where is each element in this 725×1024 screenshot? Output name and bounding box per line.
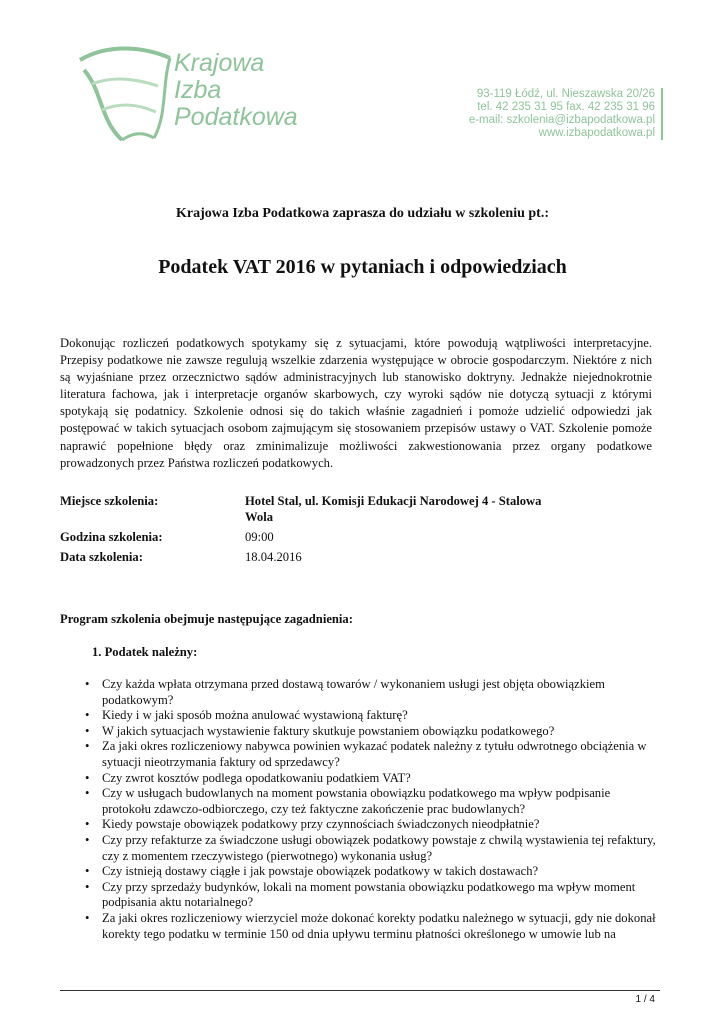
list-item [85, 864, 657, 880]
bullet-icon: • [85, 739, 90, 754]
page-title: Podatek VAT 2016 w pytaniach i odpowiedziach [158, 256, 567, 278]
question-text: Za jaki okres rozliczeniowy wierzyciel może dokonać korekty podatku należnego w sytuacji, gdy nie dokonał korekty tego podatku w terminie 150 od dnia upływu terminu płatności określonego w umowie lub na [102, 910, 656, 941]
list-item [85, 817, 657, 833]
section-heading: 1. Podatek należny: [92, 645, 198, 659]
details-row [60, 493, 545, 529]
list-item [85, 739, 657, 770]
bullet-icon: • [85, 723, 90, 738]
time-value: 09:00 [245, 530, 274, 544]
description: Dokonując rozliczeń podatkowych spotykamy się z sytuacjami, które powodują wątpliwości interpretacyjne. Przepisy podatkowe nie zawsze regulują wszelkie zdarzenia występujące w obrocie gospodarczym. Niektóre z nich są wyjaśniane przez orzecznictwo sądów administracyjnych lub stanowisko doktryny. Jednakże niejednokrotnie literatura fachowa, jak i interpretacje organów skarbowych, czy wyroki sądów nie dotyczą sytuacji z którymi spotykają się podatnicy. Szkolenie odnosi się do takich właśnie zagadnień i pomoże udzielić odpowiedzi jak postępować w takich sytuacjach osobom zajmującym się stosowaniem przepisów ustawy o VAT. Szkolenie pomoże naprawić popełnione błędy oraz zminimalizuje możliwości zakwestionowania przez organy podatkowe prowadzonych przez Państwa rozliczeń podatkowych. [60, 336, 652, 470]
bullet-icon: • [85, 864, 90, 879]
logo-line: Izba [174, 76, 222, 104]
program-heading: Program szkolenia obejmuje następujące zagadnienia: [60, 612, 353, 626]
question-list [85, 677, 657, 942]
contact-block [469, 88, 663, 140]
intro-text: Krajowa Izba Podatkowa zaprasza do udziału w szkoleniu pt.: [176, 206, 549, 221]
details-table [60, 493, 545, 569]
bullet-icon: • [85, 910, 90, 925]
list-item [85, 786, 657, 817]
bullet-icon: • [85, 708, 90, 723]
date-label: Data szkolenia: [60, 550, 143, 564]
list-item [85, 833, 657, 864]
bullet-icon: • [85, 677, 90, 691]
time-label: Godzina szkolenia: [60, 530, 163, 544]
contact-address: 93-119 Łódź, ul. Nieszawska 20/26 [476, 88, 655, 100]
bullet-icon: • [85, 770, 90, 785]
logo-text [174, 50, 298, 131]
bullet-icon: • [85, 786, 90, 801]
contact-email[interactable]: e-mail: szkolenia@izbapodatkowa.pl [468, 114, 655, 126]
question-text: Czy zwrot kosztów podlega opodatkowaniu podatkiem VAT? [102, 770, 411, 785]
question-text: Czy przy refakturze za świadczone usługi obowiązek podatkowy powstaje z chwilą wystawienia tej refaktury, czy z momentem rzeczywistego (pierwotnego) wykonania usług? [102, 832, 656, 863]
bullet-icon: • [85, 879, 90, 894]
contact-website[interactable]: www.izbapodatkowa.pl [538, 127, 655, 139]
footer-divider [60, 990, 660, 991]
question-text: Za jaki okres rozliczeniowy nabywca powinien wykazać podatek należny z tytułu odwrotnego obciążenia w sytuacji nieotrzymania faktury od sprzedawcy? [102, 739, 647, 769]
logo-line: Krajowa [174, 49, 265, 77]
date-value: 18.04.2016 [245, 550, 302, 564]
bullet-icon: • [85, 817, 90, 832]
logo-emblem-icon [72, 40, 182, 150]
question-text: W jakich sytuacjach wystawienie faktury skutkuje powstaniem obowiązku podatkowego? [102, 723, 555, 738]
question-text: Czy przy sprzedaży budynków, lokali na moment powstania obowiązku podatkowego ma wpływ moment podpisania aktu notarialnego? [102, 879, 636, 910]
list-item [85, 911, 657, 942]
logo-line: Podatkowa [174, 103, 298, 131]
question-text: Kiedy powstaje obowiązek podatkowy przy czynnościach świadczonych nieodpłatnie? [102, 817, 540, 832]
list-item [85, 724, 657, 740]
question-text: Czy każda wpłata otrzymana przed dostawą towarów / wykonaniem usługi jest objęta obowiązkiem podatkowym? [102, 677, 605, 707]
list-item [85, 771, 657, 787]
list-item [85, 708, 657, 724]
place-label: Miejsce szkolenia: [60, 494, 159, 508]
details-row [60, 529, 545, 549]
details-row [60, 549, 545, 569]
bullet-icon: • [85, 832, 90, 847]
list-item [85, 677, 657, 708]
page-number: 1 / 4 [635, 994, 655, 1005]
question-text: Kiedy i w jaki sposób można anulować wystawioną fakturę? [102, 708, 408, 723]
list-item [85, 880, 657, 911]
question-text: Czy w usługach budowlanych na moment powstania obowiązku podatkowego ma wpływ podpisanie protokołu zdawczo-odbiorczego, czy też faktyczne zakończenie prac budowlanych? [102, 786, 611, 816]
logo [72, 40, 312, 150]
place-value: Hotel Stal, ul. Komisji Edukacji Narodowej 4 - Stalowa Wola [245, 494, 542, 524]
contact-phone: tel. 42 235 31 95 fax. 42 235 31 96 [477, 101, 655, 113]
question-text: Czy istnieją dostawy ciągłe i jak powstaje obowiązek podatkowy w takich dostawach? [102, 864, 539, 879]
